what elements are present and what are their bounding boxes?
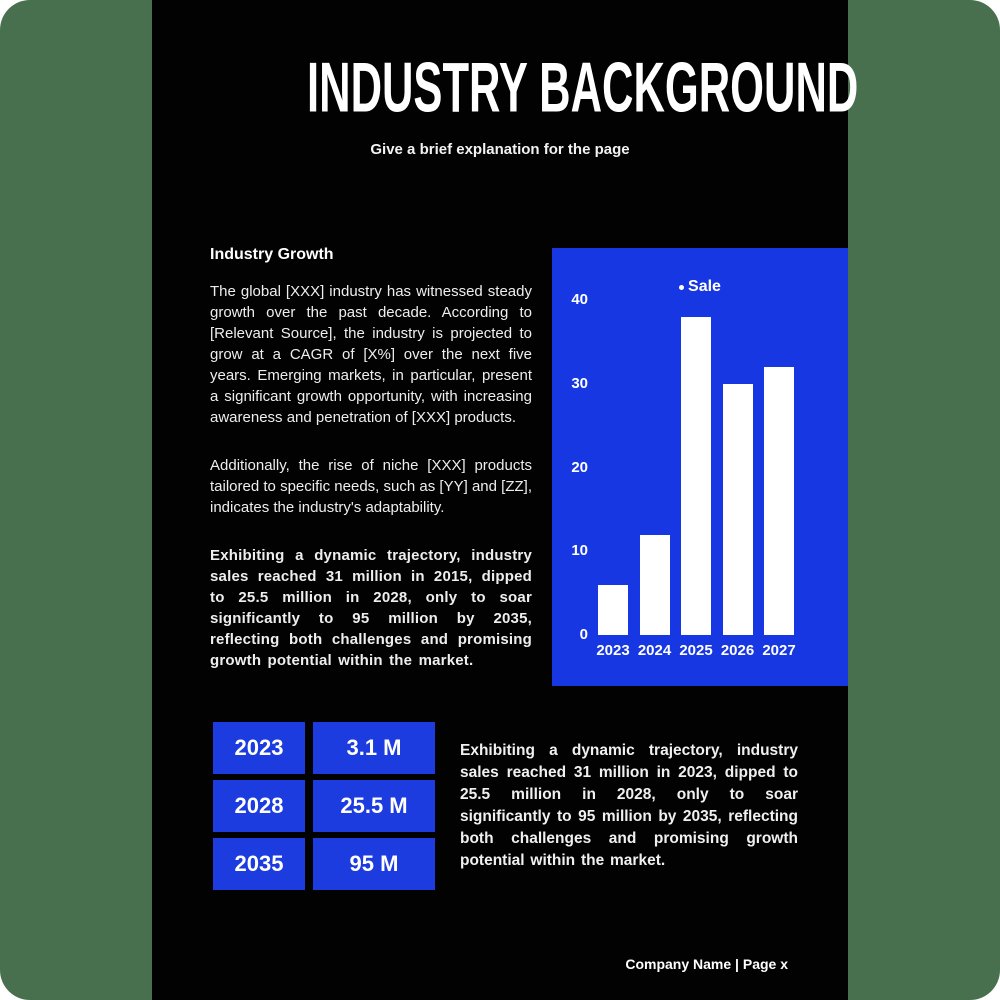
bar-2025 (681, 317, 711, 635)
y-axis-tick-label: 30 (571, 374, 588, 392)
bar-column (720, 384, 755, 659)
legend-label: Sale (688, 278, 721, 295)
y-axis-tick-label: 20 (571, 458, 588, 476)
x-axis-tick-label: 2026 (720, 642, 755, 659)
page-footer: Company Name | Page x (625, 956, 788, 972)
chart-y-axis (552, 291, 588, 643)
bar-column (596, 585, 630, 659)
bar-2027 (764, 367, 794, 635)
table-row (213, 722, 435, 774)
section-heading: Industry Growth (210, 246, 334, 263)
y-axis-tick-label: 0 (579, 626, 588, 643)
page-title: INDUSTRY BACKGROUND (307, 47, 859, 127)
paragraph-niche: Additionally, the rise of niche [XXX] products tailored to specific needs, such as [YY] and [ZZ], indicates the industry's adaptability. (210, 457, 532, 516)
paragraph-overview: The global [XXX] industry has witnessed steady growth over the past decade. According to [Relevant Source], the industry is projected to grow at a CAGR of [X%] over the next five years. Emerging markets, in particular, present a significant growth opportunity, with increasing awareness and penetration of [XXX] products. (210, 283, 532, 426)
slide-page (152, 0, 859, 1000)
table-row (213, 838, 435, 890)
y-axis-tick-label: 10 (571, 542, 588, 560)
chart-plot-area (596, 300, 796, 659)
legend-marker-icon (679, 285, 684, 290)
page-subtitle: Give a brief explanation for the page (370, 141, 630, 158)
x-axis-tick-label: 2025 (679, 642, 713, 659)
chart-legend (552, 278, 848, 296)
milestone-value-cell: 3.1 M (313, 722, 435, 774)
milestone-year-cell: 2035 (213, 838, 305, 890)
table-row (213, 780, 435, 832)
y-axis-tick-label: 40 (571, 291, 588, 308)
bar-2026 (723, 384, 753, 635)
milestone-value-cell: 25.5 M (313, 780, 435, 832)
bar-column (762, 367, 796, 659)
paragraph-summary: Exhibiting a dynamic trajectory, industry sales reached 31 million in 2023, dipped to 25.5 million in 2028, only to soar significantly to 95 million by 2035, reflecting both challenges and promising growth potential within the market. (460, 742, 798, 869)
title-block (152, 47, 859, 127)
x-axis-tick-label: 2027 (762, 642, 796, 659)
x-axis-tick-label: 2024 (637, 642, 672, 659)
milestone-table (213, 722, 435, 890)
bar-2023 (598, 585, 628, 635)
bar-2024 (640, 535, 670, 636)
milestone-year-cell: 2028 (213, 780, 305, 832)
milestone-year-cell: 2023 (213, 722, 305, 774)
x-axis-tick-label: 2023 (596, 642, 630, 659)
paragraph-trajectory: Exhibiting a dynamic trajectory, industry sales reached 31 million in 2015, dipped to 25.5 million in 2028, only to soar significantly to 95 million by 2035, reflecting both challenges and promising growth potential within the market. (210, 547, 532, 669)
bar-column (679, 317, 713, 659)
sales-bar-chart (552, 248, 848, 686)
industry-growth-section (210, 246, 532, 671)
bar-column (637, 535, 672, 659)
milestone-value-cell: 95 M (313, 838, 435, 890)
